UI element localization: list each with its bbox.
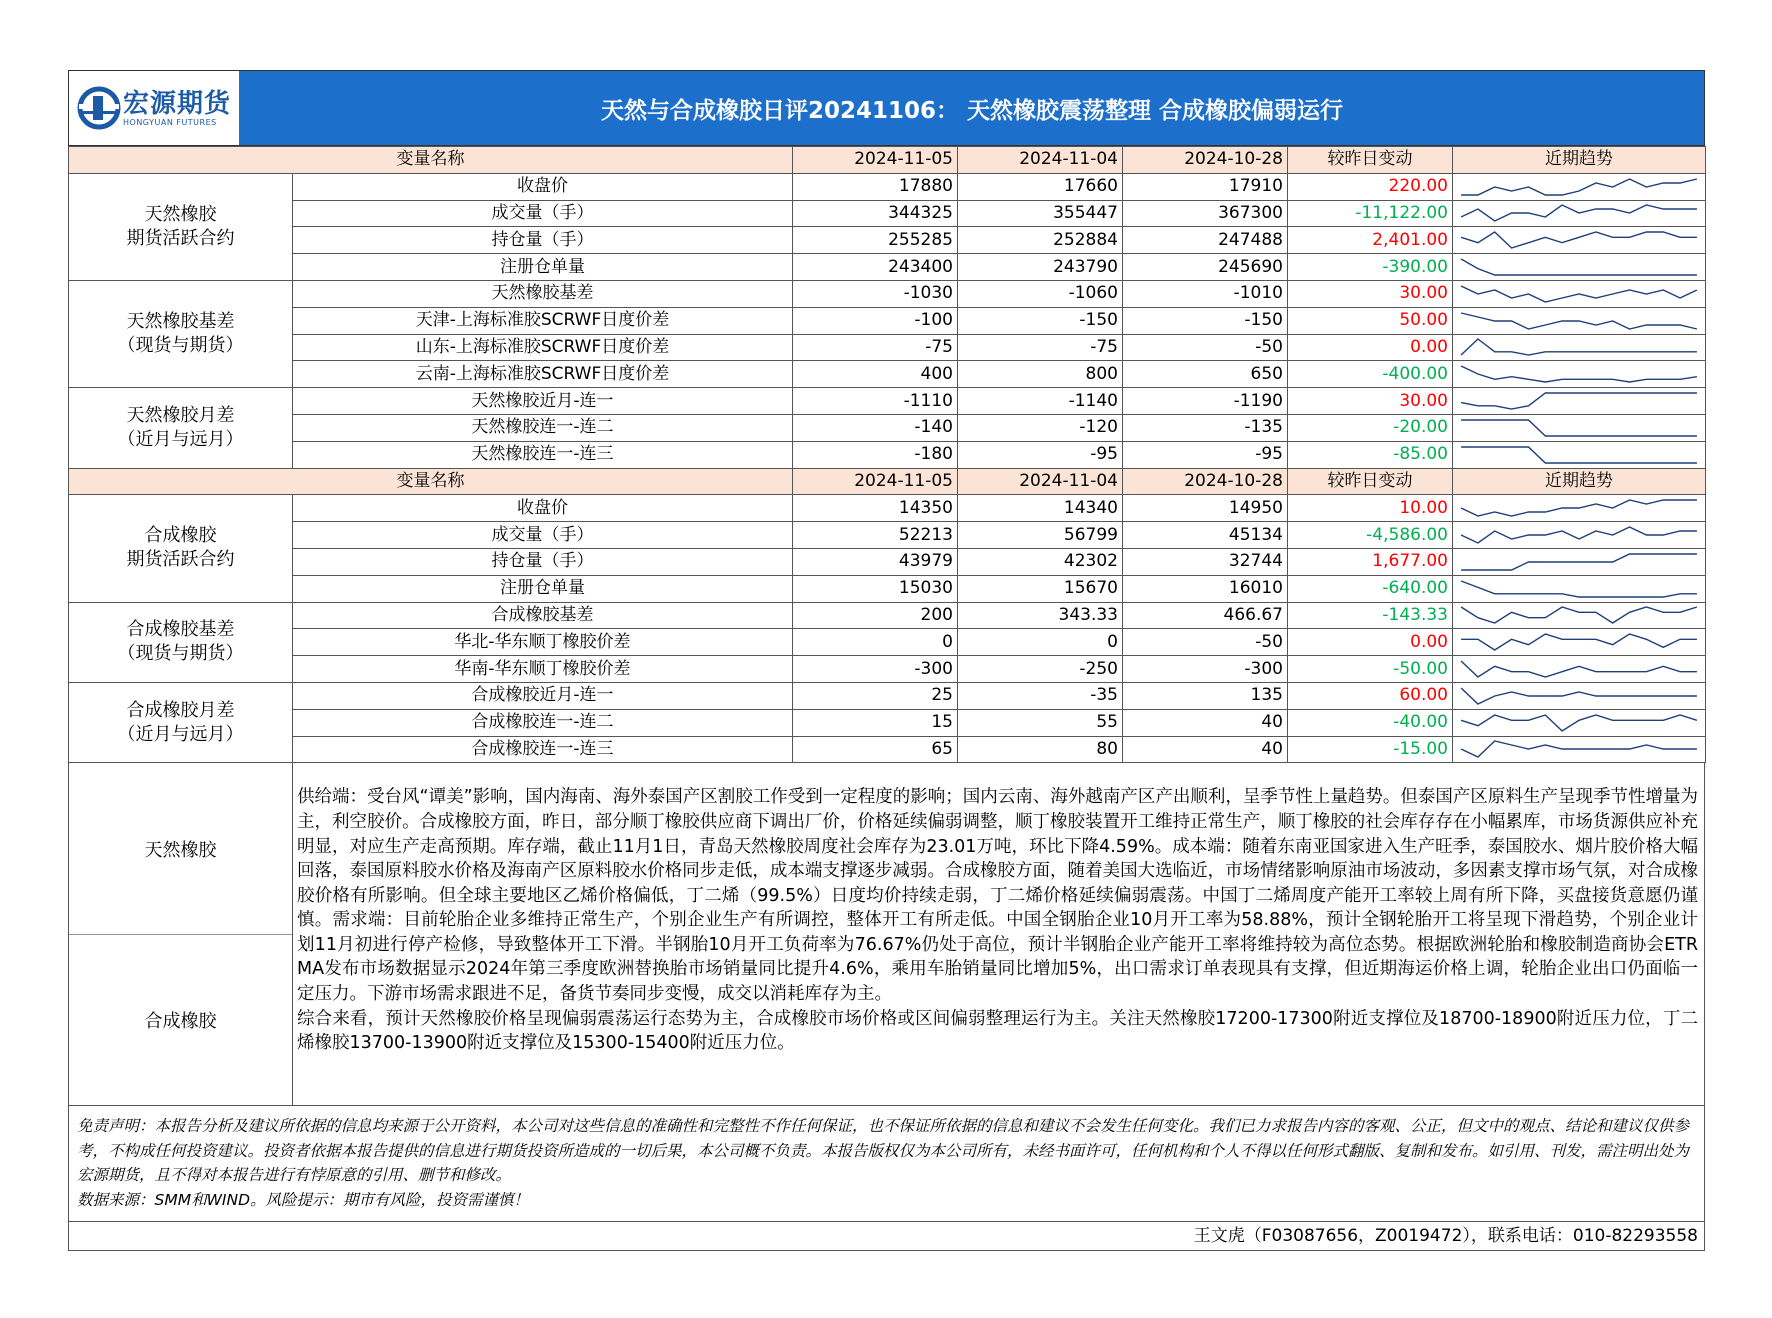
sparkline-chart (1457, 229, 1701, 251)
value-date3: 45134 (1123, 522, 1288, 549)
category-label-line: （近月与远月） (117, 428, 244, 450)
table-row (69, 254, 1706, 281)
trend-cell (1453, 307, 1706, 334)
variable-name: 山东-上海标准胶SCRWF日度价差 (293, 334, 793, 361)
category-label-line: （近月与远月） (117, 723, 244, 745)
variable-name: 云南-上海标准胶SCRWF日度价差 (293, 361, 793, 388)
value-date2: -95 (958, 441, 1123, 468)
value-date1: 400 (793, 361, 958, 388)
value-date2: 355447 (958, 200, 1123, 227)
value-date3: 367300 (1123, 200, 1288, 227)
category-label-line: 期货活跃合约 (126, 549, 235, 571)
value-date2: -1140 (958, 388, 1123, 415)
trend-cell (1453, 414, 1706, 441)
column-header-date3: 2024-10-28 (1123, 147, 1288, 174)
value-date3: 40 (1123, 709, 1288, 736)
column-header-date1: 2024-11-05 (793, 468, 958, 495)
commentary-summary: 综合来看，预计天然橡胶价格呈现偏弱震荡运行态势为主，合成橡胶市场价格或区间偏弱整理运行为主。关注天然橡胶17200-17300附近支撑位及18700-18900附近压力位，丁二烯橡胶13700-13900附近支撑位及15300-15400附近压力位。 (297, 1008, 1698, 1054)
category-label (69, 280, 293, 387)
trend-cell (1453, 522, 1706, 549)
daily-change: 30.00 (1288, 388, 1453, 415)
sparkline-line (1461, 688, 1697, 704)
sparkline-chart (1457, 176, 1701, 198)
sparkline-chart (1457, 444, 1701, 466)
value-date2: -250 (958, 656, 1123, 683)
value-date1: 17880 (793, 173, 958, 200)
variable-name: 天然橡胶连一-连三 (293, 441, 793, 468)
trend-cell (1453, 495, 1706, 522)
column-header-name: 变量名称 (69, 468, 793, 495)
value-date2: 14340 (958, 495, 1123, 522)
value-date1: 15 (793, 709, 958, 736)
daily-change: 60.00 (1288, 682, 1453, 709)
variable-name: 注册仓单量 (293, 254, 793, 281)
daily-change: 30.00 (1288, 280, 1453, 307)
category-label-line: 合成橡胶月差 (126, 699, 235, 721)
column-header-date3: 2024-10-28 (1123, 468, 1288, 495)
value-date1: 0 (793, 629, 958, 656)
table-row (69, 736, 1706, 763)
trend-cell (1453, 254, 1706, 281)
value-date3: 14950 (1123, 495, 1288, 522)
report-title: 天然与合成橡胶日评20241106： 天然橡胶震荡整理 合成橡胶偏弱运行 (240, 71, 1704, 145)
variable-name: 合成橡胶连一-连三 (293, 736, 793, 763)
table-row (69, 575, 1706, 602)
sparkline-line (1461, 366, 1697, 382)
value-date2: 0 (958, 629, 1123, 656)
sparkline-chart (1457, 417, 1701, 439)
trend-cell (1453, 200, 1706, 227)
variable-name: 天津-上海标准胶SCRWF日度价差 (293, 307, 793, 334)
table-row (69, 414, 1706, 441)
category-label-line: 天然橡胶 (144, 203, 217, 225)
trend-cell (1453, 280, 1706, 307)
sparkline-chart (1457, 578, 1701, 600)
category-label-line: 合成橡胶基差 (126, 619, 235, 641)
sparkline-chart (1457, 390, 1701, 412)
column-header-date1: 2024-11-05 (793, 147, 958, 174)
value-date2: 243790 (958, 254, 1123, 281)
report-header (68, 70, 1705, 146)
sparkline-line (1461, 393, 1697, 409)
value-date2: 55 (958, 709, 1123, 736)
value-date1: 200 (793, 602, 958, 629)
column-header-change: 较昨日变动 (1288, 147, 1453, 174)
sparkline-chart (1457, 712, 1701, 734)
daily-change: 0.00 (1288, 629, 1453, 656)
sparkline-chart (1457, 604, 1701, 626)
hongyuan-logo-icon (77, 86, 121, 130)
trend-cell (1453, 441, 1706, 468)
sparkline-line (1461, 286, 1697, 302)
daily-change: 220.00 (1288, 173, 1453, 200)
variable-name: 合成橡胶基差 (293, 602, 793, 629)
value-date2: -120 (958, 414, 1123, 441)
trend-cell (1453, 173, 1706, 200)
category-label-line: （现货与期货） (117, 643, 244, 665)
daily-change: -390.00 (1288, 254, 1453, 281)
table-row (69, 629, 1706, 656)
variable-name: 成交量（手） (293, 522, 793, 549)
column-header-trend: 近期趋势 (1453, 147, 1706, 174)
value-date1: 14350 (793, 495, 958, 522)
commentary-body: 供给端：受台风“谭美”影响，国内海南、海外泰国产区割胶工作受到一定程度的影响；国内云南、海外越南产区产出顺利，呈季节性上量趋势。但泰国产区原料生产呈现季节性增量为主，利空胶价。合成橡胶方面，昨日，部分顺丁橡胶供应商下调出厂价，价格延续偏弱调整，顺丁橡胶装置开工维持正常生产，顺丁橡胶的社会库存存在小幅累库，市场货源供应补充明显，对应生产走高预期。库存端，截止11月1日，青岛天然橡胶周度社会库存为23.01万吨，环比下降4.59%。成本端：随着东南亚国家进入生产旺季，泰国胶水、烟片胶价格大幅回落，泰国原料胶水价格及海南产区原料胶水价格同步走低，成本端支撑逐步减弱。合成橡胶方面，随着美国大选临近，市场情绪影响原油市场波动，多因素支撑市场气氛，对合成橡胶价格有所影响。但全球主要地区乙烯价格偏低，丁二烯（99.5%）日度均价持续走弱，丁二烯价格延续偏弱震荡。中国丁二烯周度产能开工率较上周有所下降，买盘接货意愿仍谨慎。需求端：目前轮胎企业多维持正常生产，个别企业生产有所调控，整体开工有所走低。中国全钢胎企业10月开工率为58.88%，预计全钢轮胎开工将呈现下滑趋势，个别企业计划11月初进行停产检修，导致整体开工下滑。半钢胎10月开工负荷率为76.67%仍处于高位，预计半钢胎企业产能开工率将维持较为高位态势。根据欧洲轮胎和橡胶制造商协会ETRMA发布市场数据显示2024年第三季度欧洲替换胎市场销量同比提升4.6%，乘用车胎销量同比增加5%，出口需求订单表现具有支撑，但近期海运价格上调，轮胎企业出口仍面临一定压力。下游市场需求跟进不足，备货节奏同步变慢，成交以消耗库存为主。 (297, 787, 1698, 1005)
report-page (68, 70, 1705, 1251)
commentary-label-natural: 天然橡胶 (144, 839, 217, 861)
trend-cell (1453, 602, 1706, 629)
daily-change: -40.00 (1288, 709, 1453, 736)
table-row (69, 200, 1706, 227)
sparkline-chart (1457, 551, 1701, 573)
column-header-change: 较昨日变动 (1288, 468, 1453, 495)
category-label (69, 682, 293, 762)
sparkline-chart (1457, 685, 1701, 707)
trend-cell (1453, 227, 1706, 254)
sparkline-line (1461, 715, 1697, 731)
value-date3: 245690 (1123, 254, 1288, 281)
trend-cell (1453, 334, 1706, 361)
sparkline-chart (1457, 202, 1701, 224)
sparkline-line (1461, 205, 1697, 221)
column-header-date2: 2024-11-04 (958, 147, 1123, 174)
value-date2: -35 (958, 682, 1123, 709)
sparkline-line (1461, 313, 1697, 329)
variable-name: 持仓量（手） (293, 227, 793, 254)
logo-name: 宏源期货 (123, 88, 232, 119)
table-row (69, 334, 1706, 361)
commentary-label-synthetic: 合成橡胶 (69, 934, 292, 1106)
daily-change: -400.00 (1288, 361, 1453, 388)
logo-name-english: HONGYUAN FUTURES (123, 117, 217, 127)
value-date3: 135 (1123, 682, 1288, 709)
daily-change: -50.00 (1288, 656, 1453, 683)
variable-name: 天然橡胶基差 (293, 280, 793, 307)
sparkline-line (1461, 447, 1697, 463)
sparkline-line (1461, 179, 1697, 195)
value-date2: 15670 (958, 575, 1123, 602)
value-date1: -180 (793, 441, 958, 468)
sparkline-line (1461, 554, 1697, 570)
value-date1: 344325 (793, 200, 958, 227)
sparkline-chart (1457, 658, 1701, 680)
table-row (69, 227, 1706, 254)
sparkline-line (1461, 339, 1697, 355)
value-date3: 16010 (1123, 575, 1288, 602)
variable-name: 华南-华东顺丁橡胶价差 (293, 656, 793, 683)
trend-cell (1453, 709, 1706, 736)
daily-change: -20.00 (1288, 414, 1453, 441)
category-label-line: 天然橡胶基差 (126, 311, 235, 333)
variable-name: 天然橡胶近月-连一 (293, 388, 793, 415)
daily-change: -15.00 (1288, 736, 1453, 763)
natural-header-row (69, 147, 1706, 174)
sparkline-chart (1457, 283, 1701, 305)
variable-name: 注册仓单量 (293, 575, 793, 602)
value-date2: 800 (958, 361, 1123, 388)
value-date1: 52213 (793, 522, 958, 549)
disclaimer-section (68, 1106, 1705, 1222)
value-date1: -1110 (793, 388, 958, 415)
sparkline-chart (1457, 524, 1701, 546)
sparkline-line (1461, 527, 1697, 543)
value-date2: 42302 (958, 548, 1123, 575)
value-date3: -50 (1123, 334, 1288, 361)
trend-cell (1453, 548, 1706, 575)
table-row (69, 495, 1706, 522)
trend-cell (1453, 656, 1706, 683)
table-row (69, 307, 1706, 334)
daily-change: 2,401.00 (1288, 227, 1453, 254)
value-date2: 56799 (958, 522, 1123, 549)
value-date2: 80 (958, 736, 1123, 763)
value-date2: -1060 (958, 280, 1123, 307)
value-date1: -1030 (793, 280, 958, 307)
value-date3: 40 (1123, 736, 1288, 763)
value-date3: 32744 (1123, 548, 1288, 575)
table-row (69, 602, 1706, 629)
trend-cell (1453, 361, 1706, 388)
category-label-line: 天然橡胶月差 (126, 404, 235, 426)
sparkline-chart (1457, 363, 1701, 385)
value-date2: 17660 (958, 173, 1123, 200)
value-date1: -75 (793, 334, 958, 361)
column-header-name: 变量名称 (69, 147, 793, 174)
daily-change: -640.00 (1288, 575, 1453, 602)
trend-cell (1453, 736, 1706, 763)
table-row (69, 280, 1706, 307)
table-row (69, 441, 1706, 468)
category-label (69, 173, 293, 280)
value-date3: -1010 (1123, 280, 1288, 307)
value-date1: -140 (793, 414, 958, 441)
value-date3: -300 (1123, 656, 1288, 683)
data-source-text: 数据来源：SMM和WIND。风险提示：期市有风险，投资需谨慎！ (77, 1190, 530, 1209)
variable-name: 合成橡胶近月-连一 (293, 682, 793, 709)
sparkline-line (1461, 607, 1697, 623)
rubber-data-table (68, 146, 1706, 763)
table-row (69, 656, 1706, 683)
value-date3: -135 (1123, 414, 1288, 441)
value-date2: 343.33 (958, 602, 1123, 629)
value-date1: -300 (793, 656, 958, 683)
daily-change: -143.33 (1288, 602, 1453, 629)
sparkline-line (1461, 741, 1697, 757)
category-label-line: 期货活跃合约 (126, 227, 235, 249)
column-header-trend: 近期趋势 (1453, 468, 1706, 495)
daily-change: -4,586.00 (1288, 522, 1453, 549)
variable-name: 成交量（手） (293, 200, 793, 227)
value-date1: 255285 (793, 227, 958, 254)
sparkline-line (1461, 232, 1697, 248)
trend-cell (1453, 629, 1706, 656)
sparkline-chart (1457, 336, 1701, 358)
category-label (69, 602, 293, 682)
value-date3: 466.67 (1123, 602, 1288, 629)
table-row (69, 388, 1706, 415)
column-header-date2: 2024-11-04 (958, 468, 1123, 495)
category-label (69, 388, 293, 468)
variable-name: 合成橡胶连一-连二 (293, 709, 793, 736)
daily-change: 50.00 (1288, 307, 1453, 334)
trend-cell (1453, 388, 1706, 415)
category-label-line: 合成橡胶 (144, 525, 217, 547)
value-date2: -150 (958, 307, 1123, 334)
table-row (69, 709, 1706, 736)
value-date1: 243400 (793, 254, 958, 281)
sparkline-line (1461, 581, 1697, 597)
value-date2: -75 (958, 334, 1123, 361)
variable-name: 天然橡胶连一-连二 (293, 414, 793, 441)
value-date3: -95 (1123, 441, 1288, 468)
sparkline-line (1461, 259, 1697, 275)
trend-cell (1453, 682, 1706, 709)
daily-change: 1,677.00 (1288, 548, 1453, 575)
sparkline-chart (1457, 631, 1701, 653)
disclaimer-text: 免责声明：本报告分析及建议所依据的信息均来源于公开资料，本公司对这些信息的准确性和完整性不作任何保证，也不保证所依据的信息和建议不会发生任何变化。我们已力求报告内容的客观、公正，但文中的观点、结论和建议仅供参考，不构成任何投资建议。投资者依据本报告提供的信息进行期货投资所造成的一切后果，本公司概不负责。本报告版权仅为本公司所有，未经书面许可，任何机构和个人不得以任何形式翻版、复制和发布。如引用、刊发，需注明出处为宏源期货，且不得对本报告进行有悖原意的引用、删节和修改。 (77, 1117, 1690, 1185)
value-date3: 17910 (1123, 173, 1288, 200)
sparkline-line (1461, 420, 1697, 436)
variable-name: 收盘价 (293, 173, 793, 200)
variable-name: 华北-华东顺丁橡胶价差 (293, 629, 793, 656)
table-row (69, 682, 1706, 709)
value-date3: -1190 (1123, 388, 1288, 415)
value-date2: 252884 (958, 227, 1123, 254)
value-date3: 247488 (1123, 227, 1288, 254)
sparkline-line (1461, 634, 1697, 650)
daily-change: -85.00 (1288, 441, 1453, 468)
value-date1: 65 (793, 736, 958, 763)
analyst-contact: 王文虎（F03087656，Z0019472），联系电话：010-82293558 (68, 1222, 1705, 1251)
daily-change: 0.00 (1288, 334, 1453, 361)
daily-change: -11,122.00 (1288, 200, 1453, 227)
table-row (69, 522, 1706, 549)
sparkline-chart (1457, 310, 1701, 332)
value-date1: -100 (793, 307, 958, 334)
sparkline-line (1461, 661, 1697, 677)
company-logo (69, 71, 240, 145)
variable-name: 收盘价 (293, 495, 793, 522)
sparkline-chart (1457, 738, 1701, 760)
value-date1: 15030 (793, 575, 958, 602)
value-date1: 25 (793, 682, 958, 709)
value-date3: 650 (1123, 361, 1288, 388)
value-date3: -150 (1123, 307, 1288, 334)
commentary-text (293, 763, 1704, 1105)
daily-change: 10.00 (1288, 495, 1453, 522)
sparkline-chart (1457, 497, 1701, 519)
category-label (69, 495, 293, 602)
sparkline-line (1461, 500, 1697, 516)
table-row (69, 548, 1706, 575)
synthetic-header-row (69, 468, 1706, 495)
variable-name: 持仓量（手） (293, 548, 793, 575)
value-date1: 43979 (793, 548, 958, 575)
trend-cell (1453, 575, 1706, 602)
commentary-section (68, 763, 1705, 1106)
category-label-line: （现货与期货） (117, 335, 244, 357)
value-date3: -50 (1123, 629, 1288, 656)
table-row (69, 173, 1706, 200)
sparkline-chart (1457, 256, 1701, 278)
table-row (69, 361, 1706, 388)
